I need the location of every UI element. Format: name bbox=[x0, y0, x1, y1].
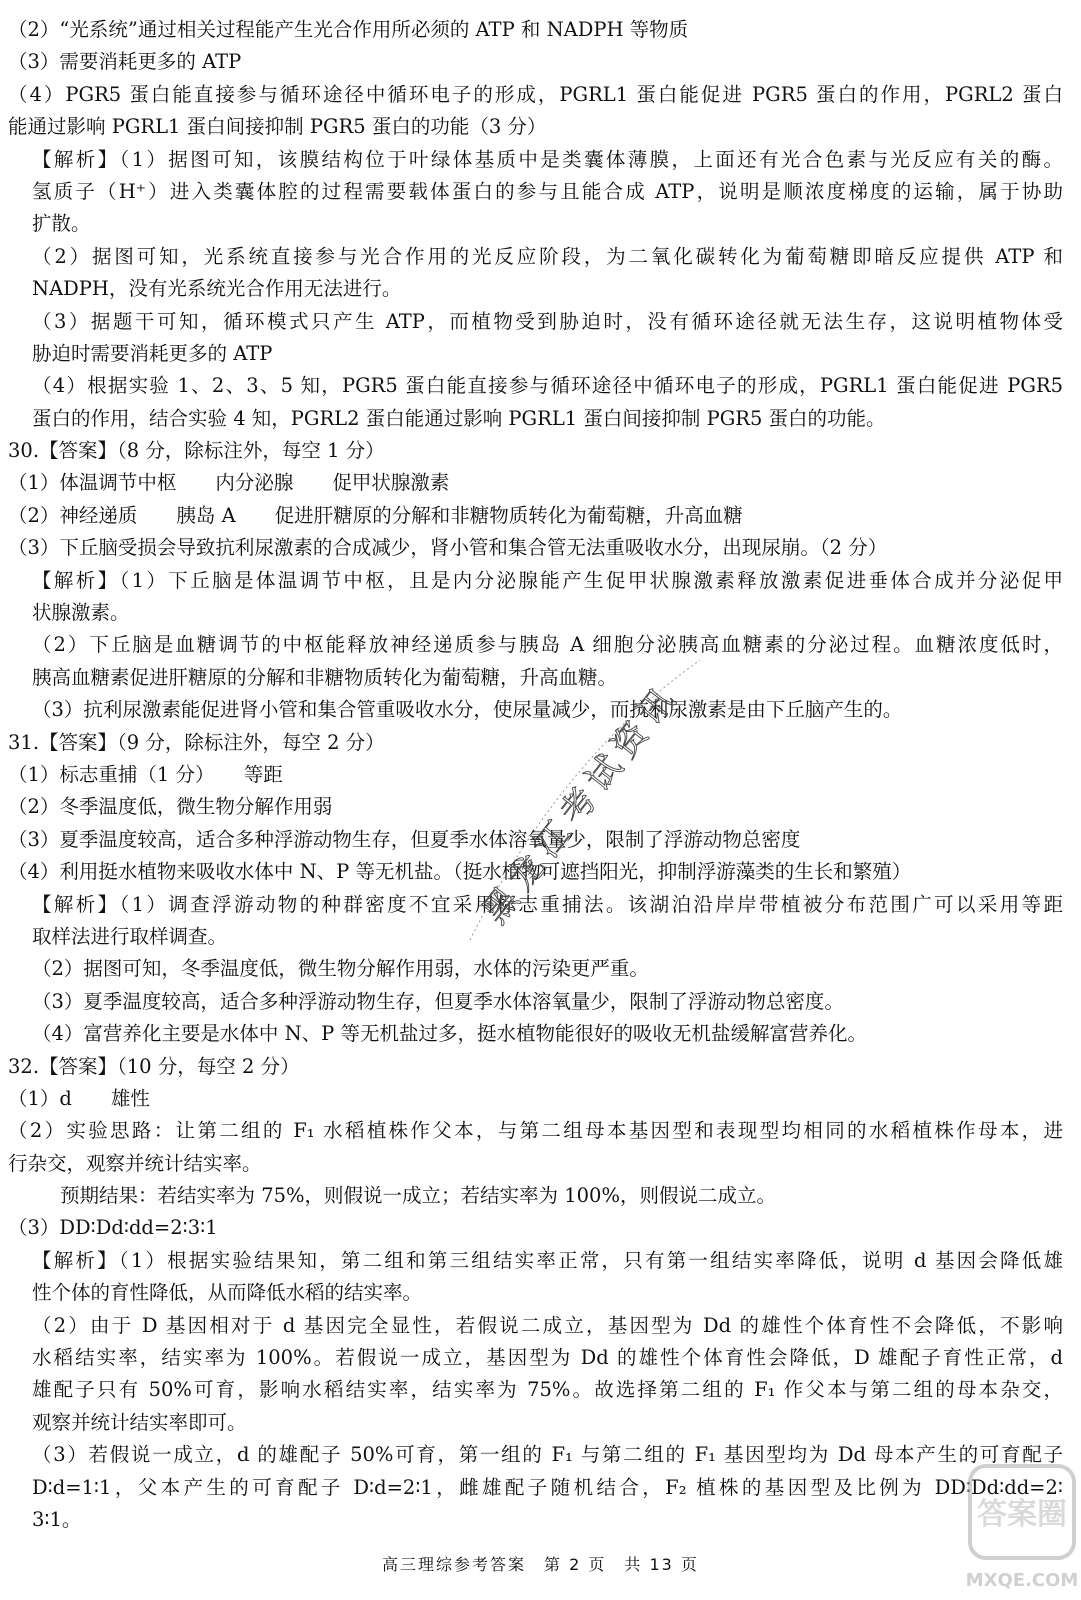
logo-bottom-text: MXQE.COM bbox=[966, 1570, 1078, 1591]
q30-answer-3: （3）下丘脑受损会导致抗利尿激素的合成减少，肾小管和集合管无法重吸收水分，出现尿崩。（2 分） bbox=[8, 536, 888, 560]
text-line-1: （2）“光系统”通过相关过程能产生光合作用所必须的 ATP 和 NADPH 等物质 bbox=[8, 18, 689, 41]
text-line-3: （4）PGR5 蛋白能直接参与循环途径中循环电子的形成，PGRL1 蛋白能促进 PGR5 蛋白的作用，PGRL2 蛋白 bbox=[8, 82, 1063, 106]
analysis-line-3: 扩散。 bbox=[32, 212, 91, 236]
analysis-line-2: 氢质子（H⁺）进入类囊体腔的过程需要载体蛋白的参与且能合成 ATP，说明是顺浓度梯度的运输，属于协助 bbox=[32, 179, 1063, 203]
q31-answer-1: （1）标志重捕（1 分） 等距 bbox=[8, 762, 283, 786]
text-line-4: 能通过影响 PGRL1 蛋白间接抑制 PGR5 蛋白的功能（3 分） bbox=[8, 115, 547, 139]
q32-analysis-1: 【解析】（1）根据实验结果知，第二组和第三组结实率正常，只有第一组结实率降低，说明 d 基因会降低雄 bbox=[32, 1248, 1063, 1272]
q32-answer-4: （3）DD∶Dd∶dd=2∶3∶1 bbox=[8, 1216, 218, 1240]
q32-analysis-9: 3∶1。 bbox=[32, 1507, 82, 1531]
text-line-2: （3）需要消耗更多的 ATP bbox=[8, 50, 242, 74]
q32-analysis-2: 性个体的育性降低，从而降低水稻的结实率。 bbox=[32, 1281, 423, 1305]
q31-answer-4: （4）利用挺水植物来吸收水体中 N、P 等无机盐。（挺水植物可遮挡阳光，抑制浮游藻类的生长和繁殖） bbox=[8, 860, 912, 884]
q31-answer-3: （3）夏季温度较高，适合多种浮游动物生存，但夏季水体溶氧量少，限制了浮游动物总密度 bbox=[8, 827, 801, 851]
q30-analysis-5: （3）抗利尿激素能促进肾小管和集合管重吸收水分，使尿量减少，而抗利尿激素是由下丘脑产生的。 bbox=[32, 698, 903, 722]
q32-analysis-6: 观察并统计结实率即可。 bbox=[32, 1410, 247, 1434]
page-footer: 高三理综参考答案 第 2 页 共 13 页 bbox=[382, 1555, 699, 1574]
q30-answer-2: （2）神经递质 胰岛 A 促进肝糖原的分解和非糖物质转化为葡萄糖，升高血糖 bbox=[8, 503, 743, 527]
q32-analysis-5: 雄配子只有 50%可育，影响水稻结实率，结实率为 75%。故选择第二组的 F₁ 作父本与第二组的母本杂交， bbox=[32, 1378, 1063, 1402]
analysis-line-9: 蛋白的作用，结合实验 4 知，PGRL2 蛋白能通过影响 PGRL1 蛋白间接抑制 PGR5 蛋白的功能。 bbox=[32, 406, 886, 430]
q31-analysis-1: 【解析】（1）调查浮游动物的种群密度不宜采用标志重捕法。该湖泊沿岸岸带植被分布范围广可以采用等距 bbox=[32, 892, 1063, 916]
q30-answer-1: （1）体温调节中枢 内分泌腺 促甲状腺激素 bbox=[8, 471, 450, 495]
q30-analysis-2: 状腺激素。 bbox=[32, 601, 130, 625]
question-32-answer-heading: 32.【答案】（10 分，每空 2 分） bbox=[8, 1054, 300, 1078]
q31-answer-2: （2）冬季温度低，微生物分解作用弱 bbox=[8, 795, 333, 819]
q32-answer-2: （2）实验思路：让第二组的 F₁ 水稻植株作父本，与第二组母本基因型和表现型均相同的水稻植株作母本，进 bbox=[8, 1119, 1063, 1143]
analysis-line-5: NADPH，没有光系统光合作用无法进行。 bbox=[32, 277, 402, 301]
answer-content bbox=[8, 14, 1063, 1536]
analysis-line-4: （2）据图可知，光系统直接参与光合作用的光反应阶段，为二氧化碳转化为葡萄糖即暗反应提供 ATP 和 bbox=[32, 244, 1063, 268]
analysis-line-1: 【解析】（1）据图可知，该膜结构位于叶绿体基质中是类囊体薄膜，上面还有光合色素与光反应有关的酶。 bbox=[32, 147, 1063, 171]
q32-expected-result: 预期结果：若结实率为 75%，则假说一成立；若结实率为 100%，则假说二成立。 bbox=[60, 1184, 776, 1208]
q30-analysis-4: 胰高血糖素促进肝糖原的分解和非糖物质转化为葡萄糖，升高血糖。 bbox=[32, 665, 618, 689]
watermark-text: 黑龙江考试资讯 bbox=[475, 675, 688, 932]
question-31-answer-heading: 31.【答案】（9 分，除标注外，每空 2 分） bbox=[8, 730, 385, 754]
q31-analysis-4: （3）夏季温度较高，适合多种浮游动物生存，但夏季水体溶氧量少，限制了浮游动物总密度。 bbox=[32, 989, 844, 1013]
q32-analysis-4: 水稻结实率，结实率为 100%。若假说一成立，基因型为 Dd 的雄性个体育性会降低，D 雄配子育性正常，d bbox=[32, 1346, 1063, 1370]
analysis-line-8: （4）根据实验 1、2、3、5 知，PGR5 蛋白能直接参与循环途径中循环电子的形成，PGRL1 蛋白能促进 PGR5 bbox=[32, 374, 1063, 398]
q32-answer-1: （1）d 雄性 bbox=[8, 1086, 150, 1110]
q32-analysis-7: （3）若假说一成立，d 的雄配子 50%可育，第一组的 F₁ 与第二组的 F₁ 基因型均为 Dd 母本产生的可育配子 bbox=[32, 1443, 1063, 1467]
q32-answer-3: 行杂交，观察并统计结实率。 bbox=[8, 1151, 262, 1175]
q32-analysis-8: D∶d=1∶1，父本产生的可育配子 D∶d=2∶1，雌雄配子随机结合，F₂ 植株的基因型及比例为 DD∶Dd∶dd=2∶ bbox=[32, 1475, 1063, 1499]
analysis-line-6: （3）据题干可知，循环模式只产生 ATP，而植物受到胁迫时，没有循环途径就无法生存，这说明植物体受 bbox=[32, 309, 1063, 333]
q31-analysis-3: （2）据图可知，冬季温度低，微生物分解作用弱，水体的污染更严重。 bbox=[32, 957, 649, 981]
logo-top-text: 答案圈 bbox=[977, 1497, 1067, 1532]
q31-analysis-2: 取样法进行取样调查。 bbox=[32, 924, 228, 948]
q32-analysis-3: （2）由于 D 基因相对于 d 基因完全显性，若假说二成立，基因型为 Dd 的雄性个体育性不会降低，不影响 bbox=[32, 1313, 1063, 1337]
q30-analysis-3: （2）下丘脑是血糖调节的中枢能释放神经递质参与胰岛 A 细胞分泌胰高血糖素的分泌过程。血糖浓度低时， bbox=[32, 633, 1063, 657]
analysis-line-7: 胁迫时需要消耗更多的 ATP bbox=[32, 341, 273, 365]
q31-analysis-5: （4）富营养化主要是水体中 N、P 等无机盐过多，挺水植物能很好的吸收无机盐缓解富营养化。 bbox=[32, 1022, 867, 1046]
q30-analysis-1: 【解析】（1）下丘脑是体温调节中枢，且是内分泌腺能产生促甲状腺激素释放激素促进垂体合成并分泌促甲 bbox=[32, 568, 1063, 592]
question-30-answer-heading: 30.【答案】（8 分，除标注外，每空 1 分） bbox=[8, 439, 385, 463]
